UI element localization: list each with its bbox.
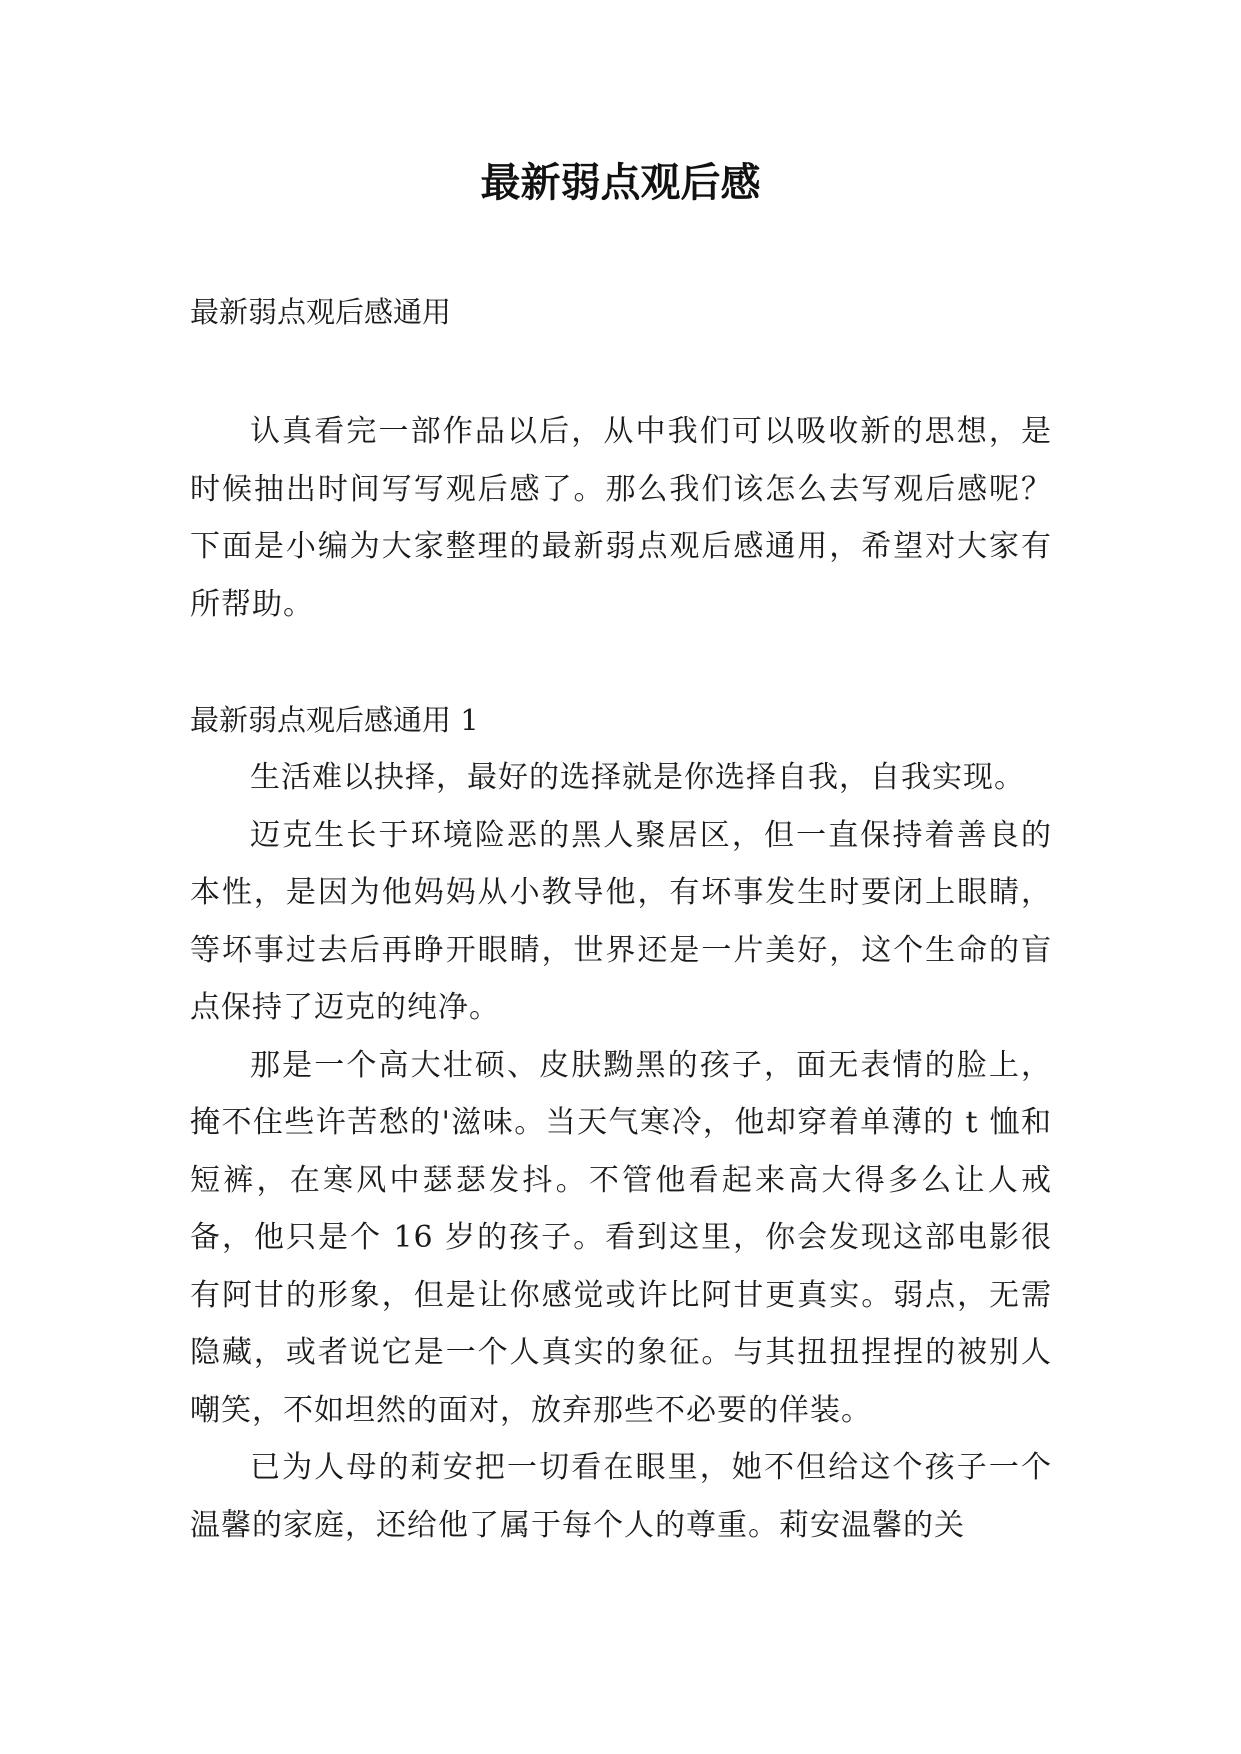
- document-title: 最新弱点观后感: [480, 160, 761, 206]
- body-paragraph: 迈克生长于环境险恶的黑人聚居区，但一直保持着善良的本性，是因为他妈妈从小教导他，有坏事发生时要闭上眼睛，等坏事过去后再睁开眼睛，世界还是一片美好，这个生命的盲点保持了迈克的纯净。: [190, 817, 1052, 1025]
- section-body: [190, 749, 1052, 1554]
- intro-block: [190, 403, 1052, 633]
- intro-paragraph: 认真看完一部作品以后，从中我们可以吸收新的思想，是时候抽出时间写写观后感了。那么我们该怎么去写观后感呢？下面是小编为大家整理的最新弱点观后感通用，希望对大家有所帮助。: [190, 414, 1052, 622]
- document-subtitle: 最新弱点观后感通用: [190, 295, 452, 329]
- body-paragraph: 生活难以抉择，最好的选择就是你选择自我，自我实现。: [250, 760, 1025, 795]
- body-paragraph: 已为人母的莉安把一切看在眼里，她不但给这个孩子一个温馨的家庭，还给他了属于每个人的尊重。莉安温馨的关: [190, 1450, 1052, 1543]
- body-paragraph: 那是一个高大壮硕、皮肤黝黑的孩子，面无表情的脸上，掩不住些许苦愁的'滋味。当天气寒冷，他却穿着单薄的 t 恤和短裤，在寒风中瑟瑟发抖。不管他看起来高大得多么让人戒备，他只是个 16 岁的孩子。看到这里，你会发现这部电影很有阿甘的形象，但是让你感觉或许比阿甘更真实。弱点，无需隐藏，或者说它是一个人真实的象征。与其扭扭捏捏的被别人嘲笑，不如坦然的面对，放弃那些不必要的佯装。: [190, 1047, 1052, 1428]
- section-heading: 最新弱点观后感通用 1: [190, 703, 479, 737]
